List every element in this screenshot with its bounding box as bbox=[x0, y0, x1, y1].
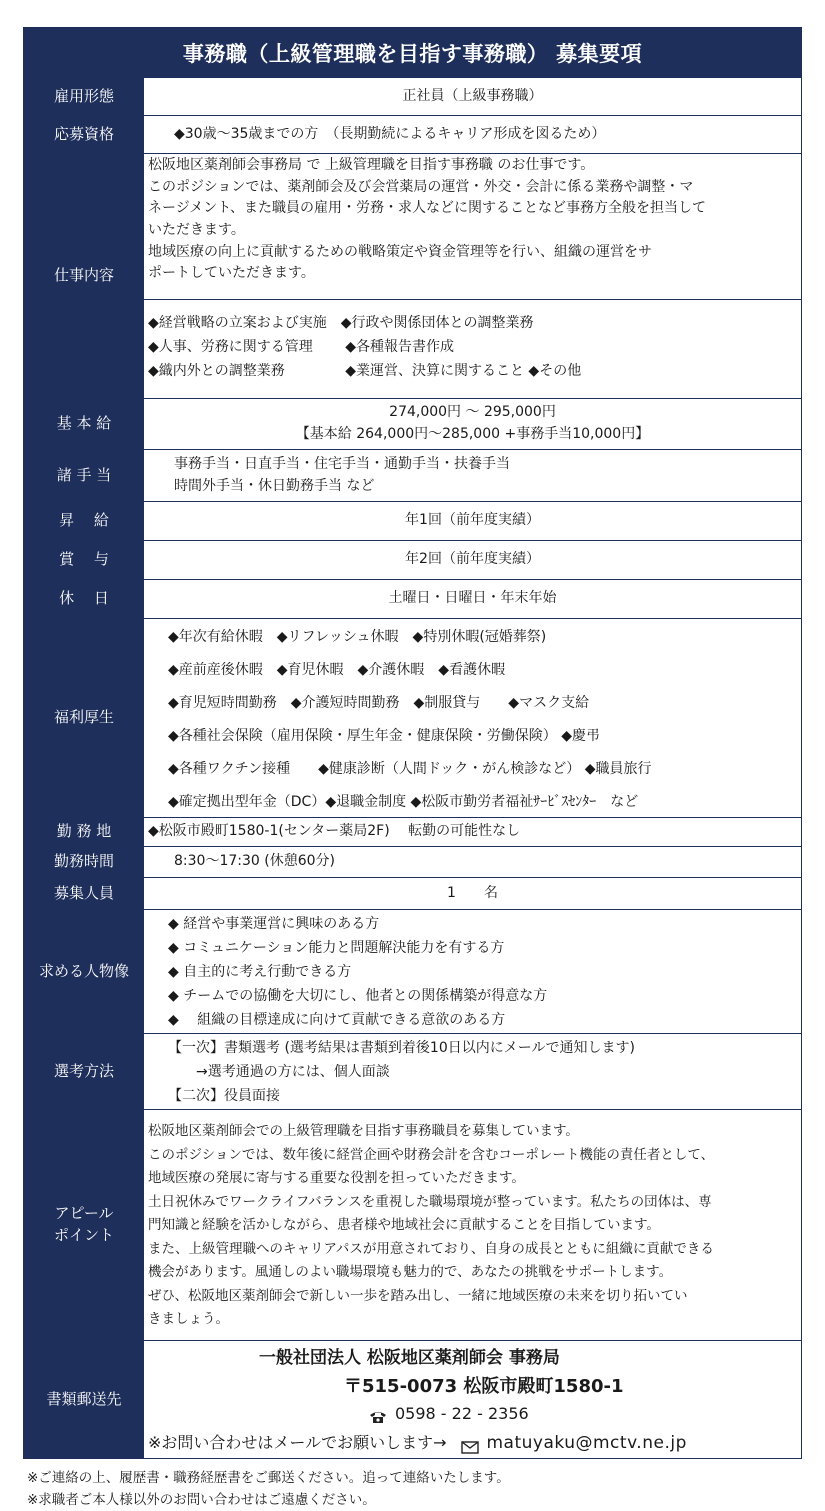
label-location: 勤 務 地 bbox=[24, 818, 144, 846]
welfare-line: ◆各種社会保険（雇用保険・厚生年金・健康保険・労働保険） ◆慶弔 bbox=[168, 728, 600, 744]
label-welfare: 福利厚生 bbox=[24, 619, 144, 817]
allowance-line: 時間外手当・休日勤務手当 など bbox=[174, 477, 375, 494]
label-persona: 求める人物像 bbox=[24, 910, 144, 1033]
value-allowance bbox=[144, 450, 801, 501]
welfare-line: ◆育児短時間勤務 ◆介護短時間勤務 ◆制服貸与 ◆マスク支給 bbox=[168, 695, 590, 711]
job-line: 地域医療の向上に貢献するための戦略策定や資金管理等を行い、組織の運営をサ bbox=[148, 243, 652, 260]
persona-line: ◆ 自主的に考え行動できる方 bbox=[168, 963, 352, 980]
label-openings: 募集人員 bbox=[24, 878, 144, 909]
recruitment-table bbox=[23, 27, 802, 1459]
label-qualification: 応募資格 bbox=[24, 116, 144, 153]
row-appeal bbox=[24, 1109, 801, 1340]
salary-range: 274,000円 ～ 295,000円 bbox=[389, 404, 556, 421]
value-salary bbox=[144, 399, 801, 449]
appeal-line: きましょう。 bbox=[148, 1311, 229, 1327]
selection-line: 【一次】書類選考 (選考結果は書類到着後10日以内にメールで通知します) bbox=[168, 1039, 635, 1056]
tel-line bbox=[369, 1402, 529, 1427]
postal-address: 〒515-0073 松阪市殿町1580-1 bbox=[344, 1376, 624, 1397]
contact-line bbox=[148, 1430, 687, 1456]
value-qualification: ◆30歳～35歳までの方 （長期勤続によるキャリア形成を図るため） bbox=[174, 125, 606, 142]
label-salary: 基 本 給 bbox=[24, 399, 144, 449]
salary-breakdown: 【基本給 264,000円～285,000 +事務手当10,000円】 bbox=[295, 426, 650, 442]
appeal-line: ぜひ、松阪地区薬剤師会で新しい一歩を踏み出し、一緒に地域医療の未来を切り拓いてい bbox=[148, 1287, 688, 1304]
job-line: ネージメント、また職員の雇用・労務・求人などに関することなど事務方全般を担当して bbox=[148, 200, 707, 217]
allowance-line: 事務手当・日直手当・住宅手当・通勤手当・扶養手当 bbox=[174, 455, 510, 472]
welfare-line: ◆確定拠出型年金（DC）◆退職金制度 ◆松阪市勤労者福祉ｻｰﾋﾞｽｾﾝﾀｰ など bbox=[168, 794, 639, 810]
row-allowance bbox=[24, 449, 801, 501]
label-selection: 選考方法 bbox=[24, 1034, 144, 1109]
value-location: ◆松阪市殿町1580-1(センター薬局2F) 転勤の可能性なし bbox=[148, 823, 521, 840]
label-raise: 昇 給 bbox=[24, 502, 144, 540]
job-line: いただきます。 bbox=[148, 222, 245, 239]
job-duties bbox=[144, 299, 801, 398]
welfare-line: ◆各種ワクチン接種 ◆健康診断（人間ドック・がん検診など） ◆職員旅行 bbox=[168, 761, 652, 777]
persona-line: ◆ 経営や事業運営に興味のある方 bbox=[168, 915, 380, 932]
label-appeal: アピール ポイント bbox=[24, 1110, 144, 1340]
duty-line: ◆織内外との調整業務 ◆業運営、決算に関すること ◆その他 bbox=[148, 362, 582, 379]
selection-line: →選考通過の方には、個人面談 bbox=[168, 1063, 390, 1080]
row-hours bbox=[24, 846, 801, 877]
row-employment bbox=[24, 77, 801, 115]
job-line: 松阪地区薬剤師会事務局 で 上級管理職を目指す事務職 のお仕事です。 bbox=[148, 157, 595, 173]
label-allowance: 諸 手 当 bbox=[24, 450, 144, 501]
row-mailing bbox=[24, 1340, 801, 1458]
appeal-line: また、上級管理職へのキャリアパスが用意されており、自身の成長とともに組織に貢献できる bbox=[148, 1240, 714, 1257]
row-salary bbox=[24, 398, 801, 449]
label-job: 仕事内容 bbox=[24, 154, 144, 398]
value-job bbox=[144, 154, 801, 398]
welfare-line: ◆産前産後休暇 ◆育児休暇 ◆介護休暇 ◆看護休暇 bbox=[168, 662, 506, 678]
row-location bbox=[24, 817, 801, 846]
persona-line: ◆ チームでの協働を大切にし、他者との関係構築が得意な方 bbox=[168, 987, 548, 1004]
duty-line: ◆人事、労務に関する管理 ◆各種報告書作成 bbox=[148, 338, 454, 355]
value-openings: 1 名 bbox=[447, 884, 498, 901]
value-bonus: 年2回（前年度実績） bbox=[405, 551, 540, 568]
value-holiday: 土曜日・日曜日・年末年始 bbox=[388, 590, 557, 607]
footnote: ※求職者ご本人様以外のお問い合わせはご遠慮ください。 bbox=[27, 1492, 376, 1508]
row-openings bbox=[24, 877, 801, 909]
appeal-line: 土日祝休みでワークライフバランスを重視した職場環境が整っています。私たちの団体は、専 bbox=[148, 1193, 712, 1210]
persona-line: ◆ 組織の目標達成に向けて貢献できる意欲のある方 bbox=[168, 1011, 506, 1028]
row-holiday bbox=[24, 579, 801, 618]
label-bonus: 賞 与 bbox=[24, 541, 144, 579]
page-title: 事務職（上級管理職を目指す事務職） 募集要項 bbox=[24, 28, 801, 77]
appeal-line: このポジションでは、数年後に経営企画や財務会計を含むコーポレート機能の責任者として、 bbox=[148, 1146, 715, 1163]
value-employment: 正社員（上級事務職） bbox=[402, 87, 543, 104]
welfare-line: ◆年次有給休暇 ◆リフレッシュ休暇 ◆特別休暇(冠婚葬祭) bbox=[168, 629, 547, 645]
envelope-icon bbox=[461, 1437, 479, 1450]
phone-icon bbox=[369, 1407, 387, 1421]
contact-prefix: ※お問い合わせはメールでお願いします→ bbox=[148, 1432, 447, 1452]
row-job bbox=[24, 153, 801, 398]
row-selection bbox=[24, 1033, 801, 1109]
duty-line: ◆経営戦略の立案および実施 ◆行政や関係団体との調整業務 bbox=[148, 315, 534, 331]
label-employment: 雇用形態 bbox=[24, 78, 144, 115]
label-hours: 勤務時間 bbox=[24, 847, 144, 877]
appeal-line: 松阪地区薬剤師会での上級管理職を目指す事務職員を募集しています。 bbox=[148, 1123, 579, 1139]
job-paragraph bbox=[144, 154, 801, 299]
tel-number: 0598 - 22 - 2356 bbox=[395, 1404, 529, 1423]
job-line: このポジションでは、薬剤師会及び会営薬局の運営・外交・会計に係る業務や調整・マ bbox=[148, 178, 694, 195]
row-welfare bbox=[24, 618, 801, 817]
value-selection bbox=[144, 1034, 801, 1109]
persona-line: ◆ コミュニケーション能力と問題解決能力を有する方 bbox=[168, 939, 505, 956]
row-bonus bbox=[24, 540, 801, 579]
value-appeal bbox=[144, 1110, 801, 1340]
job-line: ポートしていただきます。 bbox=[148, 265, 315, 282]
row-persona bbox=[24, 909, 801, 1033]
row-raise bbox=[24, 501, 801, 540]
value-welfare bbox=[144, 619, 801, 817]
label-holiday: 休 日 bbox=[24, 580, 144, 618]
appeal-line: 機会があります。風通しのよい職場環境も魅力的で、あなたの挑戦をサポートします。 bbox=[148, 1264, 673, 1280]
appeal-line: 地域医療の発展に寄与する重要な役割を担っていただきます。 bbox=[148, 1170, 525, 1186]
row-qualification bbox=[24, 115, 801, 153]
selection-line: 【二次】役員面接 bbox=[168, 1087, 280, 1104]
appeal-line: 門知識と経験を活かしながら、患者様や地域社会に貢献することを目指しています。 bbox=[148, 1217, 660, 1233]
value-hours: 8:30～17:30 (休憩60分) bbox=[174, 853, 335, 870]
value-mailing bbox=[144, 1341, 801, 1458]
value-raise: 年1回（前年度実績） bbox=[405, 512, 540, 529]
label-mailing: 書類郵送先 bbox=[24, 1341, 144, 1458]
org-name: 一般社団法人 松阪地区薬剤師会 事務局 bbox=[259, 1348, 560, 1368]
value-persona bbox=[144, 910, 801, 1033]
footnote: ※ご連絡の上、履歴書・職務経歴書をご郵送ください。追って連絡いたします。 bbox=[27, 1470, 510, 1486]
email-link[interactable]: matuyaku@mctv.ne.jp bbox=[486, 1433, 687, 1453]
